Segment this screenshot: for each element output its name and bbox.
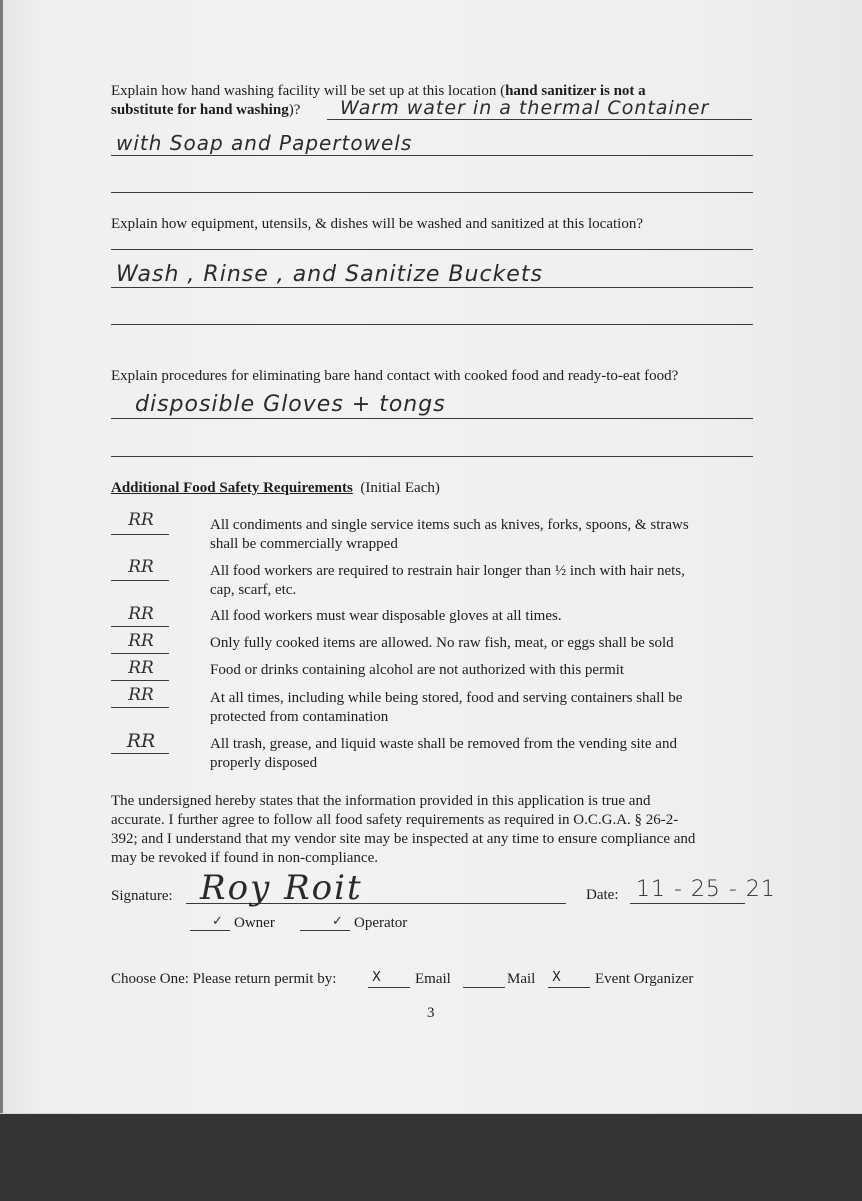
event-organizer-option-label: Event Organizer <box>595 971 694 987</box>
date-label: Date: <box>586 887 619 903</box>
question-bold-text: substitute for hand washing <box>111 102 289 118</box>
requirement-text-cont: properly disposed <box>210 755 318 771</box>
answer-line <box>111 418 753 419</box>
requirement-text-cont: protected from contamination <box>210 709 389 725</box>
answer-line <box>111 324 753 325</box>
dish-washing-question: Explain how equipment, utensils, & dishes will be washed and sanitized at this location? <box>111 216 643 232</box>
event-organizer-option-line <box>548 987 590 988</box>
initials-line <box>111 580 169 581</box>
dish-washing-answer[interactable]: Wash , Rinse , and Sanitize Buckets <box>116 262 543 287</box>
initials-field[interactable]: RR <box>128 685 154 705</box>
date-line <box>630 903 745 904</box>
operator-checkbox-line <box>300 930 350 931</box>
page-edge <box>0 0 3 1113</box>
email-option-label: Email <box>415 971 451 987</box>
initials-line <box>111 626 169 627</box>
question-bold-text: hand sanitizer is not a <box>505 83 646 99</box>
email-option-mark[interactable]: X <box>372 970 381 985</box>
requirements-heading-row <box>111 479 440 497</box>
requirement-text: At all times, including while being stored, food and serving containers shall be <box>210 690 683 706</box>
owner-check-mark[interactable]: ✓ <box>212 914 223 929</box>
initials-line <box>111 534 169 535</box>
hand-washing-answer-1[interactable]: Warm water in a thermal Container <box>340 97 710 119</box>
requirement-text: All food workers must wear disposable gloves at all times. <box>210 608 562 624</box>
bare-hand-answer[interactable]: disposible Gloves + tongs <box>135 392 446 417</box>
requirement-text: Only fully cooked items are allowed. No raw fish, meat, or eggs shall be sold <box>210 635 674 651</box>
initials-line <box>111 707 169 708</box>
requirements-note: (Initial Each) <box>360 480 440 496</box>
page-number: 3 <box>427 1005 435 1021</box>
answer-line <box>327 119 752 120</box>
return-method-label: Choose One: Please return permit by: <box>111 971 337 987</box>
answer-line <box>111 287 753 288</box>
requirement-text-cont: shall be commercially wrapped <box>210 536 398 552</box>
initials-field[interactable]: RR <box>128 604 154 624</box>
mail-option-line <box>463 987 505 988</box>
initials-field[interactable]: RR <box>126 730 156 752</box>
hand-washing-answer-2[interactable]: with Soap and Papertowels <box>116 131 413 155</box>
initials-line <box>111 653 169 654</box>
question-text: Explain how hand washing facility will be set up at this location ( <box>111 83 506 99</box>
requirements-heading: Additional Food Safety Requirements <box>111 480 353 496</box>
owner-checkbox-line <box>190 930 230 931</box>
answer-line <box>111 249 753 250</box>
initials-field[interactable]: RR <box>128 510 154 530</box>
initials-field[interactable]: RR <box>128 631 154 651</box>
initials-field[interactable]: RR <box>128 658 154 678</box>
answer-line <box>111 456 753 457</box>
requirement-text: All condiments and single service items such as knives, forks, spoons, & straws <box>210 517 689 533</box>
attestation-line-2: accurate. I further agree to follow all food safety requirements as required in O.C.G.A. § 26-2- <box>111 812 679 828</box>
date-field[interactable]: 11 - 25 - 21 <box>636 877 776 902</box>
question-end-text: )? <box>288 102 301 118</box>
initials-line <box>111 753 169 754</box>
scanner-background <box>0 1113 862 1201</box>
attestation-line-4: may be revoked if found in non-compliance. <box>111 850 378 866</box>
answer-line <box>111 192 753 193</box>
initials-field[interactable]: RR <box>128 557 154 577</box>
event-organizer-option-mark[interactable]: X <box>552 970 561 985</box>
initials-line <box>111 680 169 681</box>
mail-option-label: Mail <box>507 971 536 987</box>
owner-label: Owner <box>234 915 275 931</box>
hand-washing-question-line-2 <box>111 101 300 119</box>
email-option-line <box>368 987 410 988</box>
requirement-text: All food workers are required to restrain hair longer than ½ inch with hair nets, <box>210 563 685 579</box>
signature-field[interactable]: Roy Roit <box>200 868 363 908</box>
attestation-line-1: The undersigned hereby states that the information provided in this application is true and <box>111 793 651 809</box>
requirement-text: All trash, grease, and liquid waste shall be removed from the vending site and <box>210 736 677 752</box>
bare-hand-question: Explain procedures for eliminating bare hand contact with cooked food and ready-to-eat food? <box>111 368 679 384</box>
operator-check-mark[interactable]: ✓ <box>332 914 343 929</box>
operator-label: Operator <box>354 915 408 931</box>
answer-line <box>111 155 753 156</box>
attestation-line-3: 392; and I understand that my vendor site may be inspected at any time to ensure compliance and <box>111 831 696 847</box>
requirement-text-cont: cap, scarf, etc. <box>210 582 297 598</box>
signature-label: Signature: <box>111 888 173 904</box>
requirement-text: Food or drinks containing alcohol are not authorized with this permit <box>210 662 625 678</box>
